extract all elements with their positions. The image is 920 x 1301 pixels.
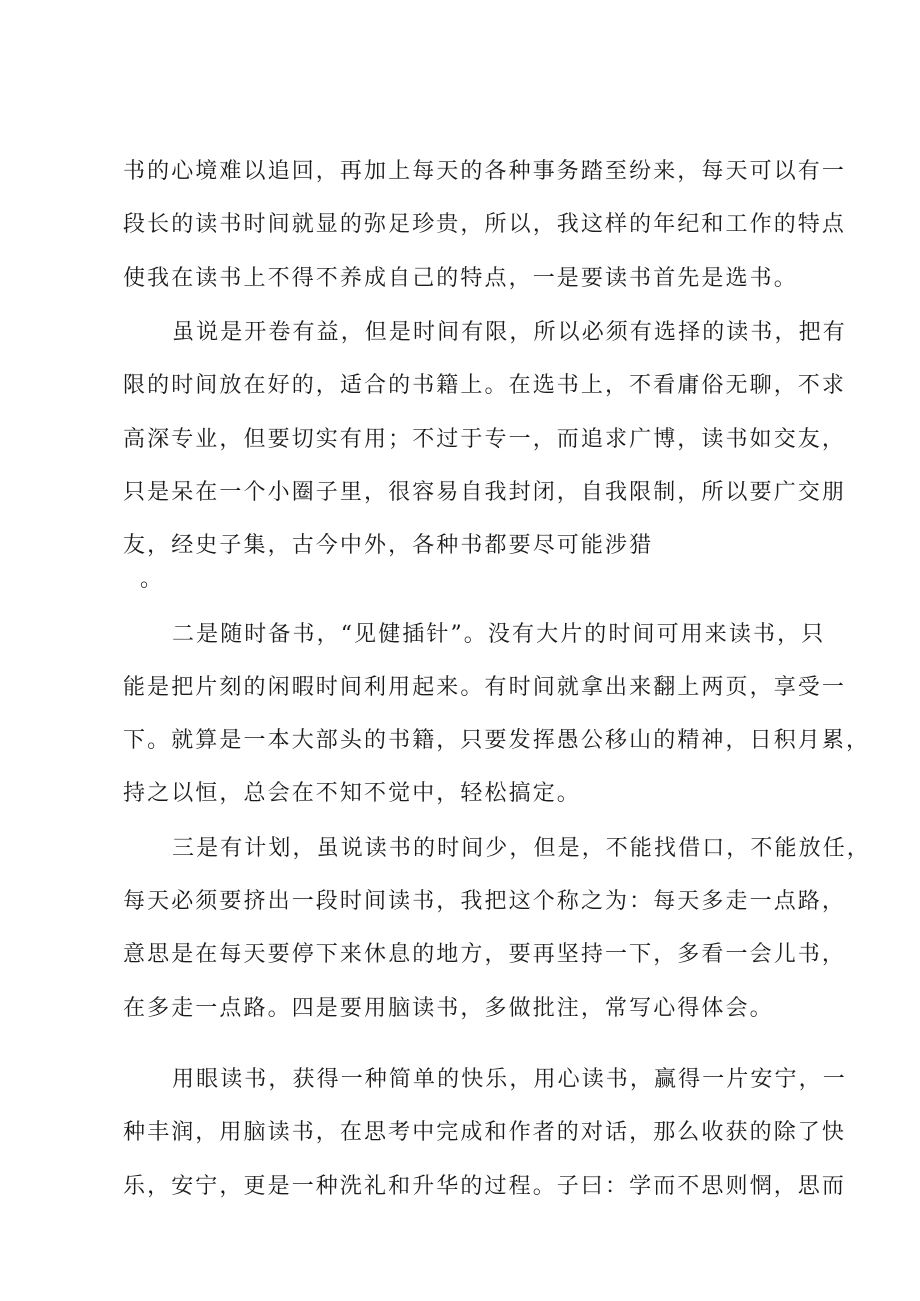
- text-line: 高深专业，但要切实有用；不过于专一，而追求广博，读书如交友，: [123, 427, 847, 452]
- text-line: 书的心境难以追回，再加上每天的各种事务踏至纷来，每天可以有一: [123, 159, 847, 184]
- text-line: 限的时间放在好的，适合的书籍上。在选书上，不看庸俗无聊，不求: [123, 373, 847, 398]
- text-line: 虽说是开卷有益，但是时间有限，所以必须有选择的读书，把有: [172, 320, 847, 345]
- text-line: 种丰润，用脑读书，在思考中完成和作者的对话，那么收获的除了快: [123, 1120, 847, 1145]
- text-line: 。: [140, 567, 165, 592]
- text-line: 下。就算是一本大部头的书籍，只要发挥愚公移山的精神，日积月累，: [123, 728, 871, 753]
- text-line: 二是随时备书，“见健插针”。没有大片的时间可用来读书，只: [172, 622, 826, 647]
- text-line: 友，经史子集，古今中外，各种书都要尽可能涉猎: [123, 533, 654, 558]
- text-line: 使我在读书上不得不养成自己的特点，一是要读书首先是选书。: [123, 266, 798, 291]
- text-line: 每天必须要挤出一段时间读书，我把这个称之为：每天多走一点路，: [123, 889, 847, 914]
- text-line: 在多走一点路。四是要用脑读书，多做批注，常写心得体会。: [123, 996, 774, 1021]
- text-line: 能是把片刻的闲暇时间利用起来。有时间就拿出来翻上两页，享受一: [123, 675, 847, 700]
- text-line: 用眼读书，获得一种简单的快乐，用心读书，赢得一片安宁，一: [172, 1067, 847, 1092]
- text-line: 持之以恒，总会在不知不觉中，轻松搞定。: [123, 781, 581, 806]
- text-line: 三是有计划，虽说读书的时间少，但是，不能找借口，不能放任，: [172, 836, 871, 861]
- text-line: 乐，安宁，更是一种洗礼和升华的过程。子曰：学而不思则惘，思而: [123, 1174, 847, 1199]
- text-line: 只是呆在一个小圈子里，很容易自我封闭，自我限制，所以要广交朋: [123, 480, 847, 505]
- text-line: 意思是在每天要停下来休息的地方，要再坚持一下，多看一会儿书，: [123, 942, 847, 967]
- text-line: 段长的读书时间就显的弥足珍贵，所以，我这样的年纪和工作的特点: [123, 212, 847, 237]
